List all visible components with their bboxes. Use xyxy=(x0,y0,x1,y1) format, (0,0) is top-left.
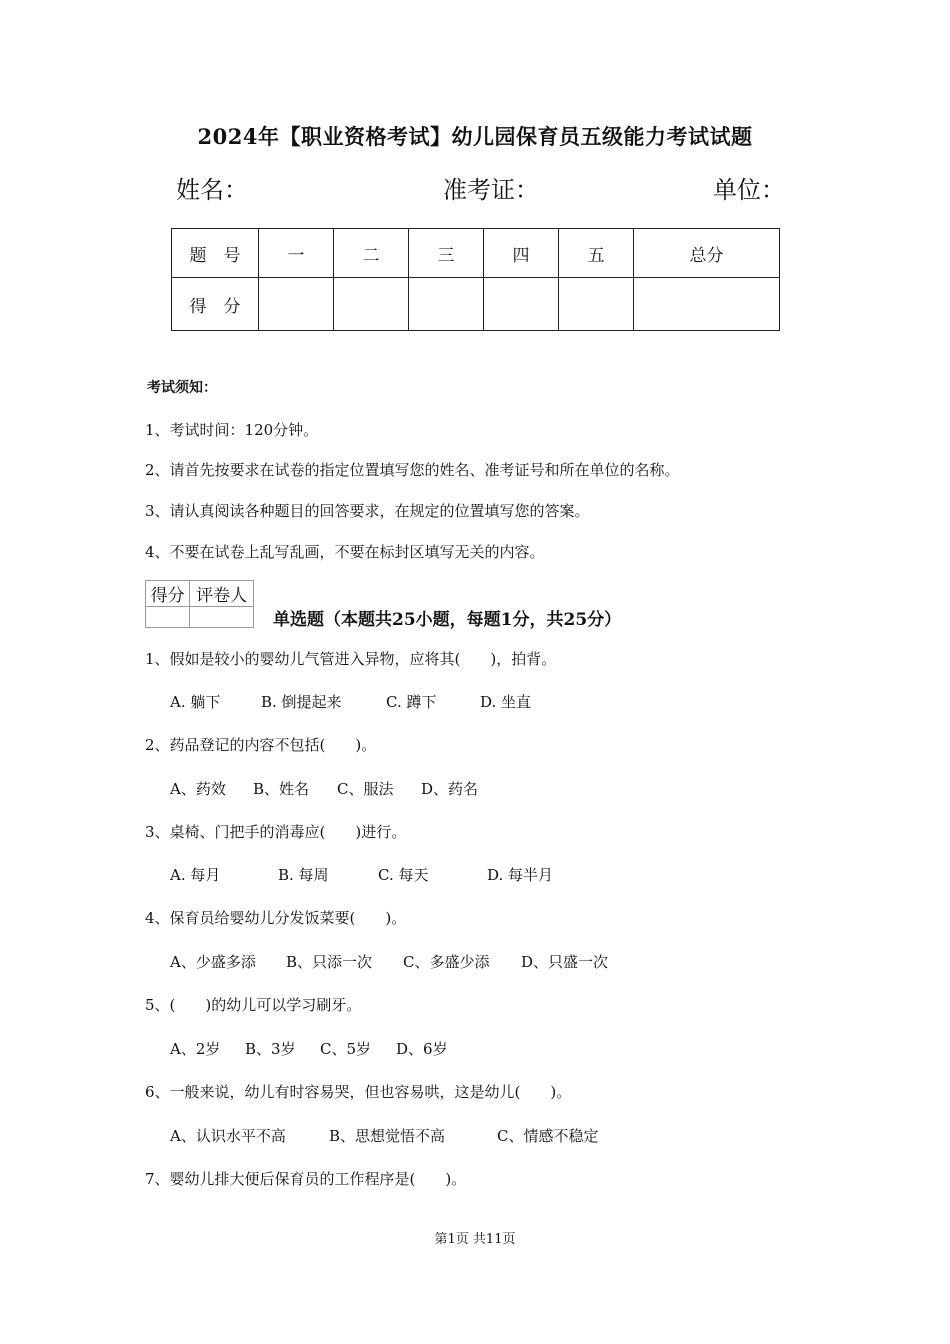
score-table-header-row xyxy=(172,229,780,278)
question-stem: 1、假如是较小的婴幼儿气管进入异物，应将其( )，拍背。 xyxy=(145,650,557,668)
question-stem: 4、保育员给婴幼儿分发饭菜要( )。 xyxy=(145,909,407,927)
exam-id-label: 准考证： xyxy=(443,176,539,204)
question-option[interactable]: A、认识水平不高 xyxy=(170,1127,286,1145)
question-option[interactable]: C. 蹲下 xyxy=(386,693,437,711)
question-stem: 3、桌椅、门把手的消毒应( )进行。 xyxy=(145,823,407,841)
score-cell[interactable] xyxy=(334,278,409,331)
score-table-header-cell: 五 xyxy=(559,229,634,278)
note-item: 1、考试时间：120分钟。 xyxy=(145,421,319,439)
question-option[interactable]: D、6岁 xyxy=(396,1040,448,1058)
question-option[interactable]: B、思想觉悟不高 xyxy=(329,1127,446,1145)
question-option[interactable]: D、只盛一次 xyxy=(521,953,609,971)
question-option[interactable]: A、药效 xyxy=(170,780,226,798)
question-stem: 7、婴幼儿排大便后保育员的工作程序是( )。 xyxy=(145,1170,467,1188)
question-option[interactable]: B、3岁 xyxy=(245,1040,296,1058)
score-table-header-cell: 三 xyxy=(409,229,484,278)
reviewer-score-cell[interactable] xyxy=(146,607,190,628)
note-item: 4、不要在试卷上乱写乱画，不要在标封区填写无关的内容。 xyxy=(145,543,545,561)
question-stem: 5、( )的幼儿可以学习刷牙。 xyxy=(145,996,362,1014)
reviewer-name-cell[interactable] xyxy=(190,607,254,628)
score-table-header-cell: 总分 xyxy=(634,229,780,278)
question-option[interactable]: D. 坐直 xyxy=(480,693,532,711)
question-stem: 2、药品登记的内容不包括( )。 xyxy=(145,736,377,754)
question-option[interactable]: A. 躺下 xyxy=(170,693,221,711)
score-cell[interactable] xyxy=(259,278,334,331)
question-option[interactable]: D、药名 xyxy=(421,780,479,798)
reviewer-box xyxy=(145,580,254,628)
question-option[interactable]: B. 每周 xyxy=(278,866,329,884)
exam-title: 2024年【职业资格考试】幼儿园保育员五级能力考试试题 xyxy=(197,124,753,149)
section-title: 单选题（本题共25小题，每题1分，共25分） xyxy=(273,610,622,630)
score-cell[interactable] xyxy=(634,278,780,331)
question-option[interactable]: D. 每半月 xyxy=(487,866,554,884)
question-option[interactable]: B. 倒提起来 xyxy=(261,693,342,711)
question-option[interactable]: B、姓名 xyxy=(253,780,310,798)
score-table-header-label: 题 号 xyxy=(172,229,259,278)
score-table xyxy=(171,228,780,331)
score-cell[interactable] xyxy=(559,278,634,331)
question-option[interactable]: A、少盛多添 xyxy=(170,953,256,971)
score-table-header-cell: 四 xyxy=(484,229,559,278)
note-item: 2、请首先按要求在试卷的指定位置填写您的姓名、准考证号和所在单位的名称。 xyxy=(145,461,680,479)
question-stem: 6、一般来说，幼儿有时容易哭，但也容易哄，这是幼儿( )。 xyxy=(145,1083,572,1101)
question-option[interactable]: C、5岁 xyxy=(320,1040,372,1058)
score-row-label: 得 分 xyxy=(172,278,259,331)
question-option[interactable]: C、服法 xyxy=(337,780,394,798)
question-option[interactable]: A. 每月 xyxy=(170,866,221,884)
score-cell[interactable] xyxy=(409,278,484,331)
score-table-header-cell: 二 xyxy=(334,229,409,278)
question-option[interactable]: B、只添一次 xyxy=(286,953,373,971)
score-table-header-cell: 一 xyxy=(259,229,334,278)
notes-title: 考试须知： xyxy=(147,380,217,396)
unit-label: 单位： xyxy=(713,176,785,204)
question-option[interactable]: C、多盛少添 xyxy=(403,953,490,971)
question-option[interactable]: A、2岁 xyxy=(170,1040,221,1058)
reviewer-label: 评卷人 xyxy=(190,581,254,607)
name-label: 姓名： xyxy=(176,176,248,204)
question-option[interactable]: C、情感不稳定 xyxy=(497,1127,599,1145)
reviewer-score-label: 得分 xyxy=(146,581,190,607)
score-table-score-row xyxy=(172,278,780,331)
question-option[interactable]: C. 每天 xyxy=(378,866,429,884)
note-item: 3、请认真阅读各种题目的回答要求，在规定的位置填写您的答案。 xyxy=(145,502,590,520)
score-cell[interactable] xyxy=(484,278,559,331)
page-number: 第1页 共11页 xyxy=(434,1232,516,1247)
